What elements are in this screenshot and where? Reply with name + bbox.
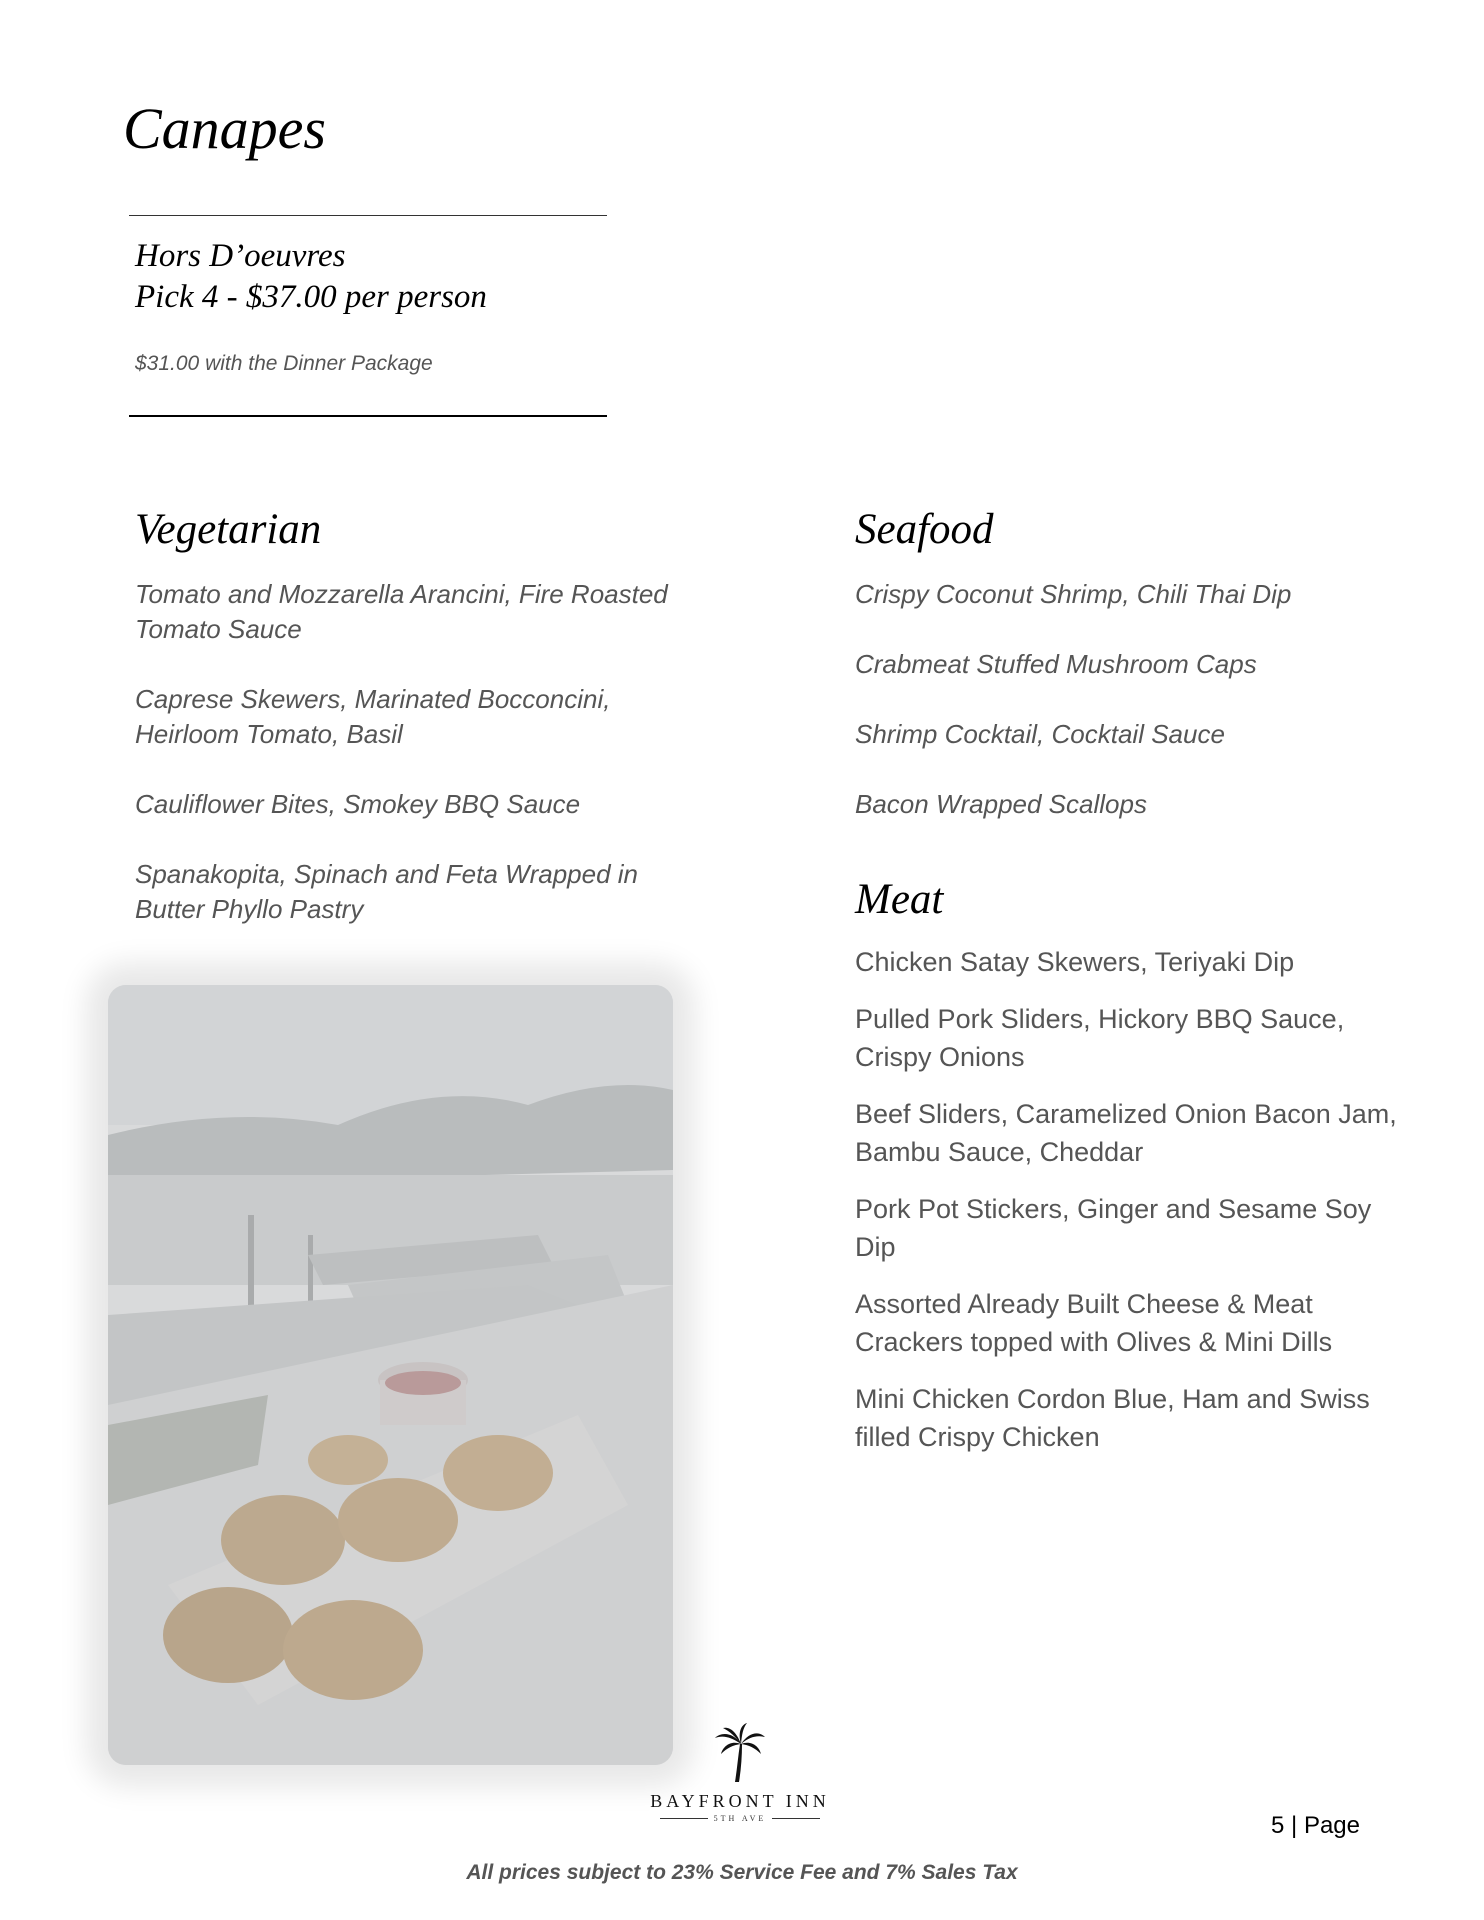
top-divider: [129, 215, 607, 216]
meat-item: Pulled Pork Sliders, Hickory BBQ Sauce, Crispy Onions: [855, 1004, 1345, 1072]
meat-item: Chicken Satay Skewers, Teriyaki Dip: [855, 947, 1295, 977]
seafood-item: Crispy Coconut Shrimp, Chili Thai Dip: [855, 579, 1292, 609]
logo-divider: [660, 1818, 708, 1819]
bayfront-inn-logo: [640, 1722, 840, 1823]
page-title: Canapes: [123, 96, 326, 161]
vegetarian-list: [135, 577, 695, 962]
meat-item: Pork Pot Stickers, Ginger and Sesame Soy Dip: [855, 1194, 1372, 1262]
waterfront-food-photo: [108, 985, 673, 1765]
vegetarian-item: Caprese Skewers, Marinated Bocconcini, Heirloom Tomato, Basil: [135, 684, 611, 749]
hors-doeuvres-price: Pick 4 - $37.00 per person: [135, 279, 487, 315]
logo-name: BAYFRONT INN: [650, 1791, 830, 1811]
logo-divider: [772, 1818, 820, 1819]
logo-subtitle: [640, 1814, 840, 1823]
meat-item: Assorted Already Built Cheese & Meat Crackers topped with Olives & Mini Dills: [855, 1289, 1333, 1357]
meat-list: [855, 943, 1415, 1475]
meat-item: Mini Chicken Cordon Blue, Ham and Swiss filled Crispy Chicken: [855, 1384, 1370, 1452]
bottom-divider: [129, 415, 607, 417]
seafood-item: Bacon Wrapped Scallops: [855, 789, 1147, 819]
pricing-footer-note: All prices subject to 23% Service Fee and 7% Sales Tax: [466, 1861, 1018, 1884]
seafood-item: Shrimp Cocktail, Cocktail Sauce: [855, 719, 1225, 749]
vegetarian-item: Tomato and Mozzarella Arancini, Fire Roasted Tomato Sauce: [135, 579, 668, 644]
vegetarian-heading: Vegetarian: [135, 506, 322, 553]
meat-item: Beef Sliders, Caramelized Onion Bacon Jam, Bambu Sauce, Cheddar: [855, 1099, 1397, 1167]
seafood-list: [855, 577, 1415, 857]
logo-subtitle-text: 5TH AVE: [713, 1814, 767, 1823]
hors-doeuvres-title: Hors D’oeuvres: [135, 238, 346, 274]
seafood-item: Crabmeat Stuffed Mushroom Caps: [855, 649, 1257, 679]
page-number: 5 | Page: [1271, 1812, 1360, 1839]
palm-tree-icon: [713, 1722, 767, 1784]
dinner-package-note: $31.00 with the Dinner Package: [135, 352, 433, 375]
meat-heading: Meat: [855, 876, 944, 923]
vegetarian-item: Spanakopita, Spinach and Feta Wrapped in Butter Phyllo Pastry: [135, 859, 639, 924]
vegetarian-item: Cauliflower Bites, Smokey BBQ Sauce: [135, 789, 581, 819]
seafood-heading: Seafood: [855, 506, 994, 553]
